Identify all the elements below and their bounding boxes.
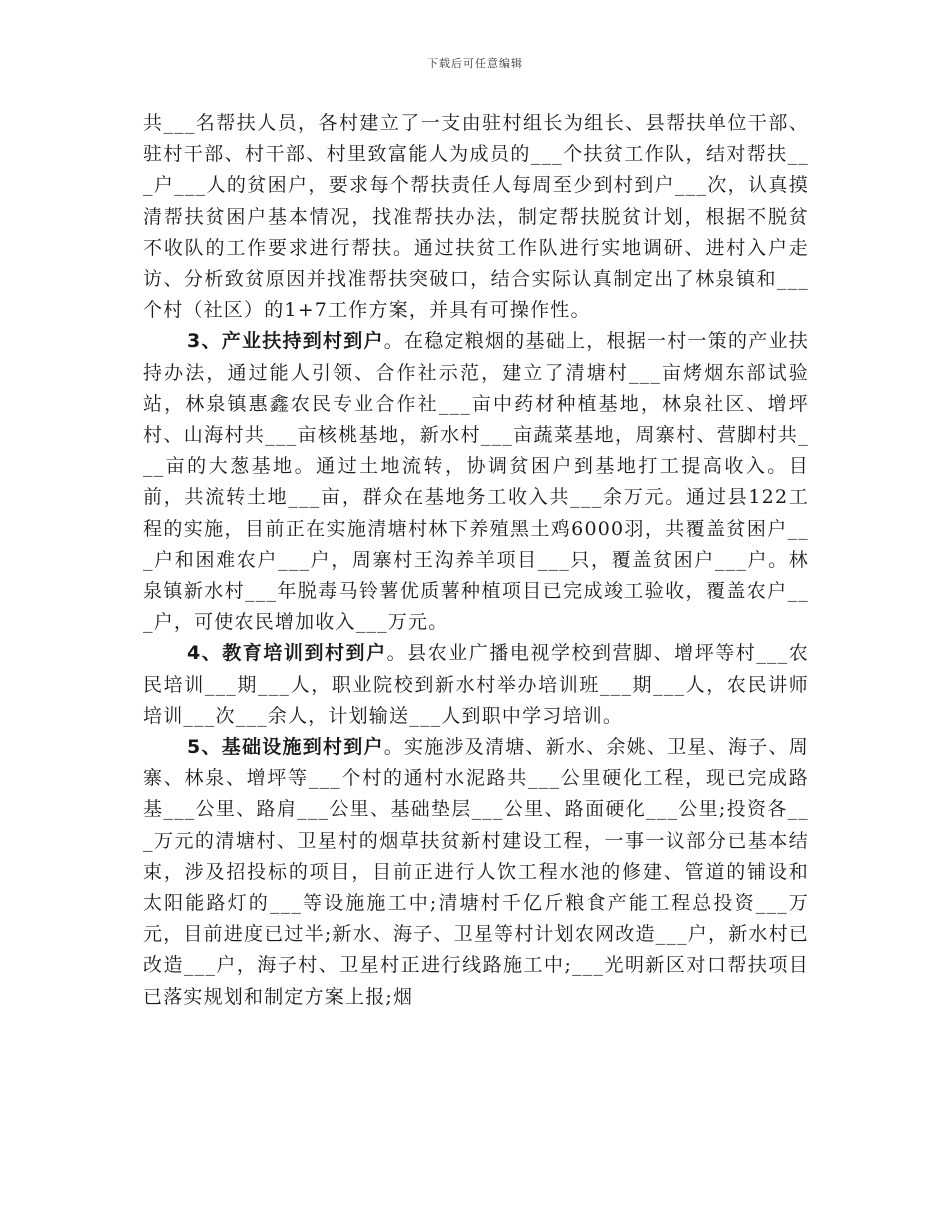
page-header: 下载后可任意编辑 bbox=[427, 57, 523, 70]
section-heading-industry: 3、产业扶持到村到户 bbox=[187, 330, 384, 353]
section-heading-education: 4、教育培训到村到户 bbox=[187, 642, 387, 665]
paragraph-team-assignment bbox=[143, 108, 809, 326]
paragraph-body: 共___名帮扶人员，各村建立了一支由驻村组长为组长、县帮扶单位干部、驻村干部、村干部、村里致富能人为成员的___个扶贫工作队，结对帮扶___户___人的贫困户，要求每个帮扶责任人每周至少到村到户___次，认真摸清帮扶贫困户基本情况，找准帮扶办法，制定帮扶脱贫计划，根据不脱贫不收队的工作要求进行帮扶。通过扶贫工作队进行实地调研、进村入户走访、分析致贫原因并找准帮扶突破口，结合实际认真制定出了林泉镇和___个村（社区）的1+7工作方案，并具有可操作性。 bbox=[143, 112, 809, 322]
paragraph-body: 。实施涉及清塘、新水、余姚、卫星、海子、周寨、林泉、增坪等___个村的通村水泥路共___公里硬化工程，现已完成路基___公里、路肩___公里、基础垫层___公里、路面硬化___公里;投资各___万元的清塘村、卫星村的烟草扶贫新村建设工程，一事一议部分已基本结束，涉及招投标的项目，目前正进行人饮工程水池的修建、管道的铺设和太阳能路灯的___等设施施工中;清塘村千亿斤粮食产能工程总投资___万元，目前进度已过半;新水、海子、卫星等村计划农网改造___户，新水村已改造___户，海子村、卫星村正进行线路施工中;___光明新区对口帮扶项目已落实规划和制定方案上报;烟 bbox=[143, 736, 809, 1008]
paragraph-body: 。县农业广播电视学校到营脚、增坪等村___农民培训___期___人，职业院校到新水村举办培训班___期___人，农民讲师培训___次___余人，计划输送___人到职中学习培训。 bbox=[143, 642, 809, 727]
document-body bbox=[143, 108, 809, 1013]
paragraph-industry-support bbox=[143, 326, 809, 638]
paragraph-education-training bbox=[143, 638, 809, 732]
paragraph-infrastructure bbox=[143, 732, 809, 1013]
paragraph-body: 。在稳定粮烟的基础上，根据一村一策的产业扶持办法，通过能人引领、合作社示范，建立了清塘村___亩烤烟东部试验站，林泉镇惠鑫农民专业合作社___亩中药材种植基地，林泉社区、增坪村、山海村共___亩核桃基地，新水村___亩蔬菜基地，周寨村、营脚村共___亩的大葱基地。通过土地流转，协调贫困户到基地打工提高收入。目前，共流转土地___亩，群众在基地务工收入共___余万元。通过县122工程的实施，目前正在实施清塘村林下养殖黑土鸡6000羽，共覆盖贫困户___户和困难农户___户，周寨村王沟养羊项目___只，覆盖贫困户___户。林泉镇新水村___年脱毒马铃薯优质薯种植项目已完成竣工验收，覆盖农户___户，可使农民增加收入___万元。 bbox=[143, 330, 809, 634]
section-heading-infrastructure: 5、基础设施到村到户 bbox=[187, 736, 384, 759]
